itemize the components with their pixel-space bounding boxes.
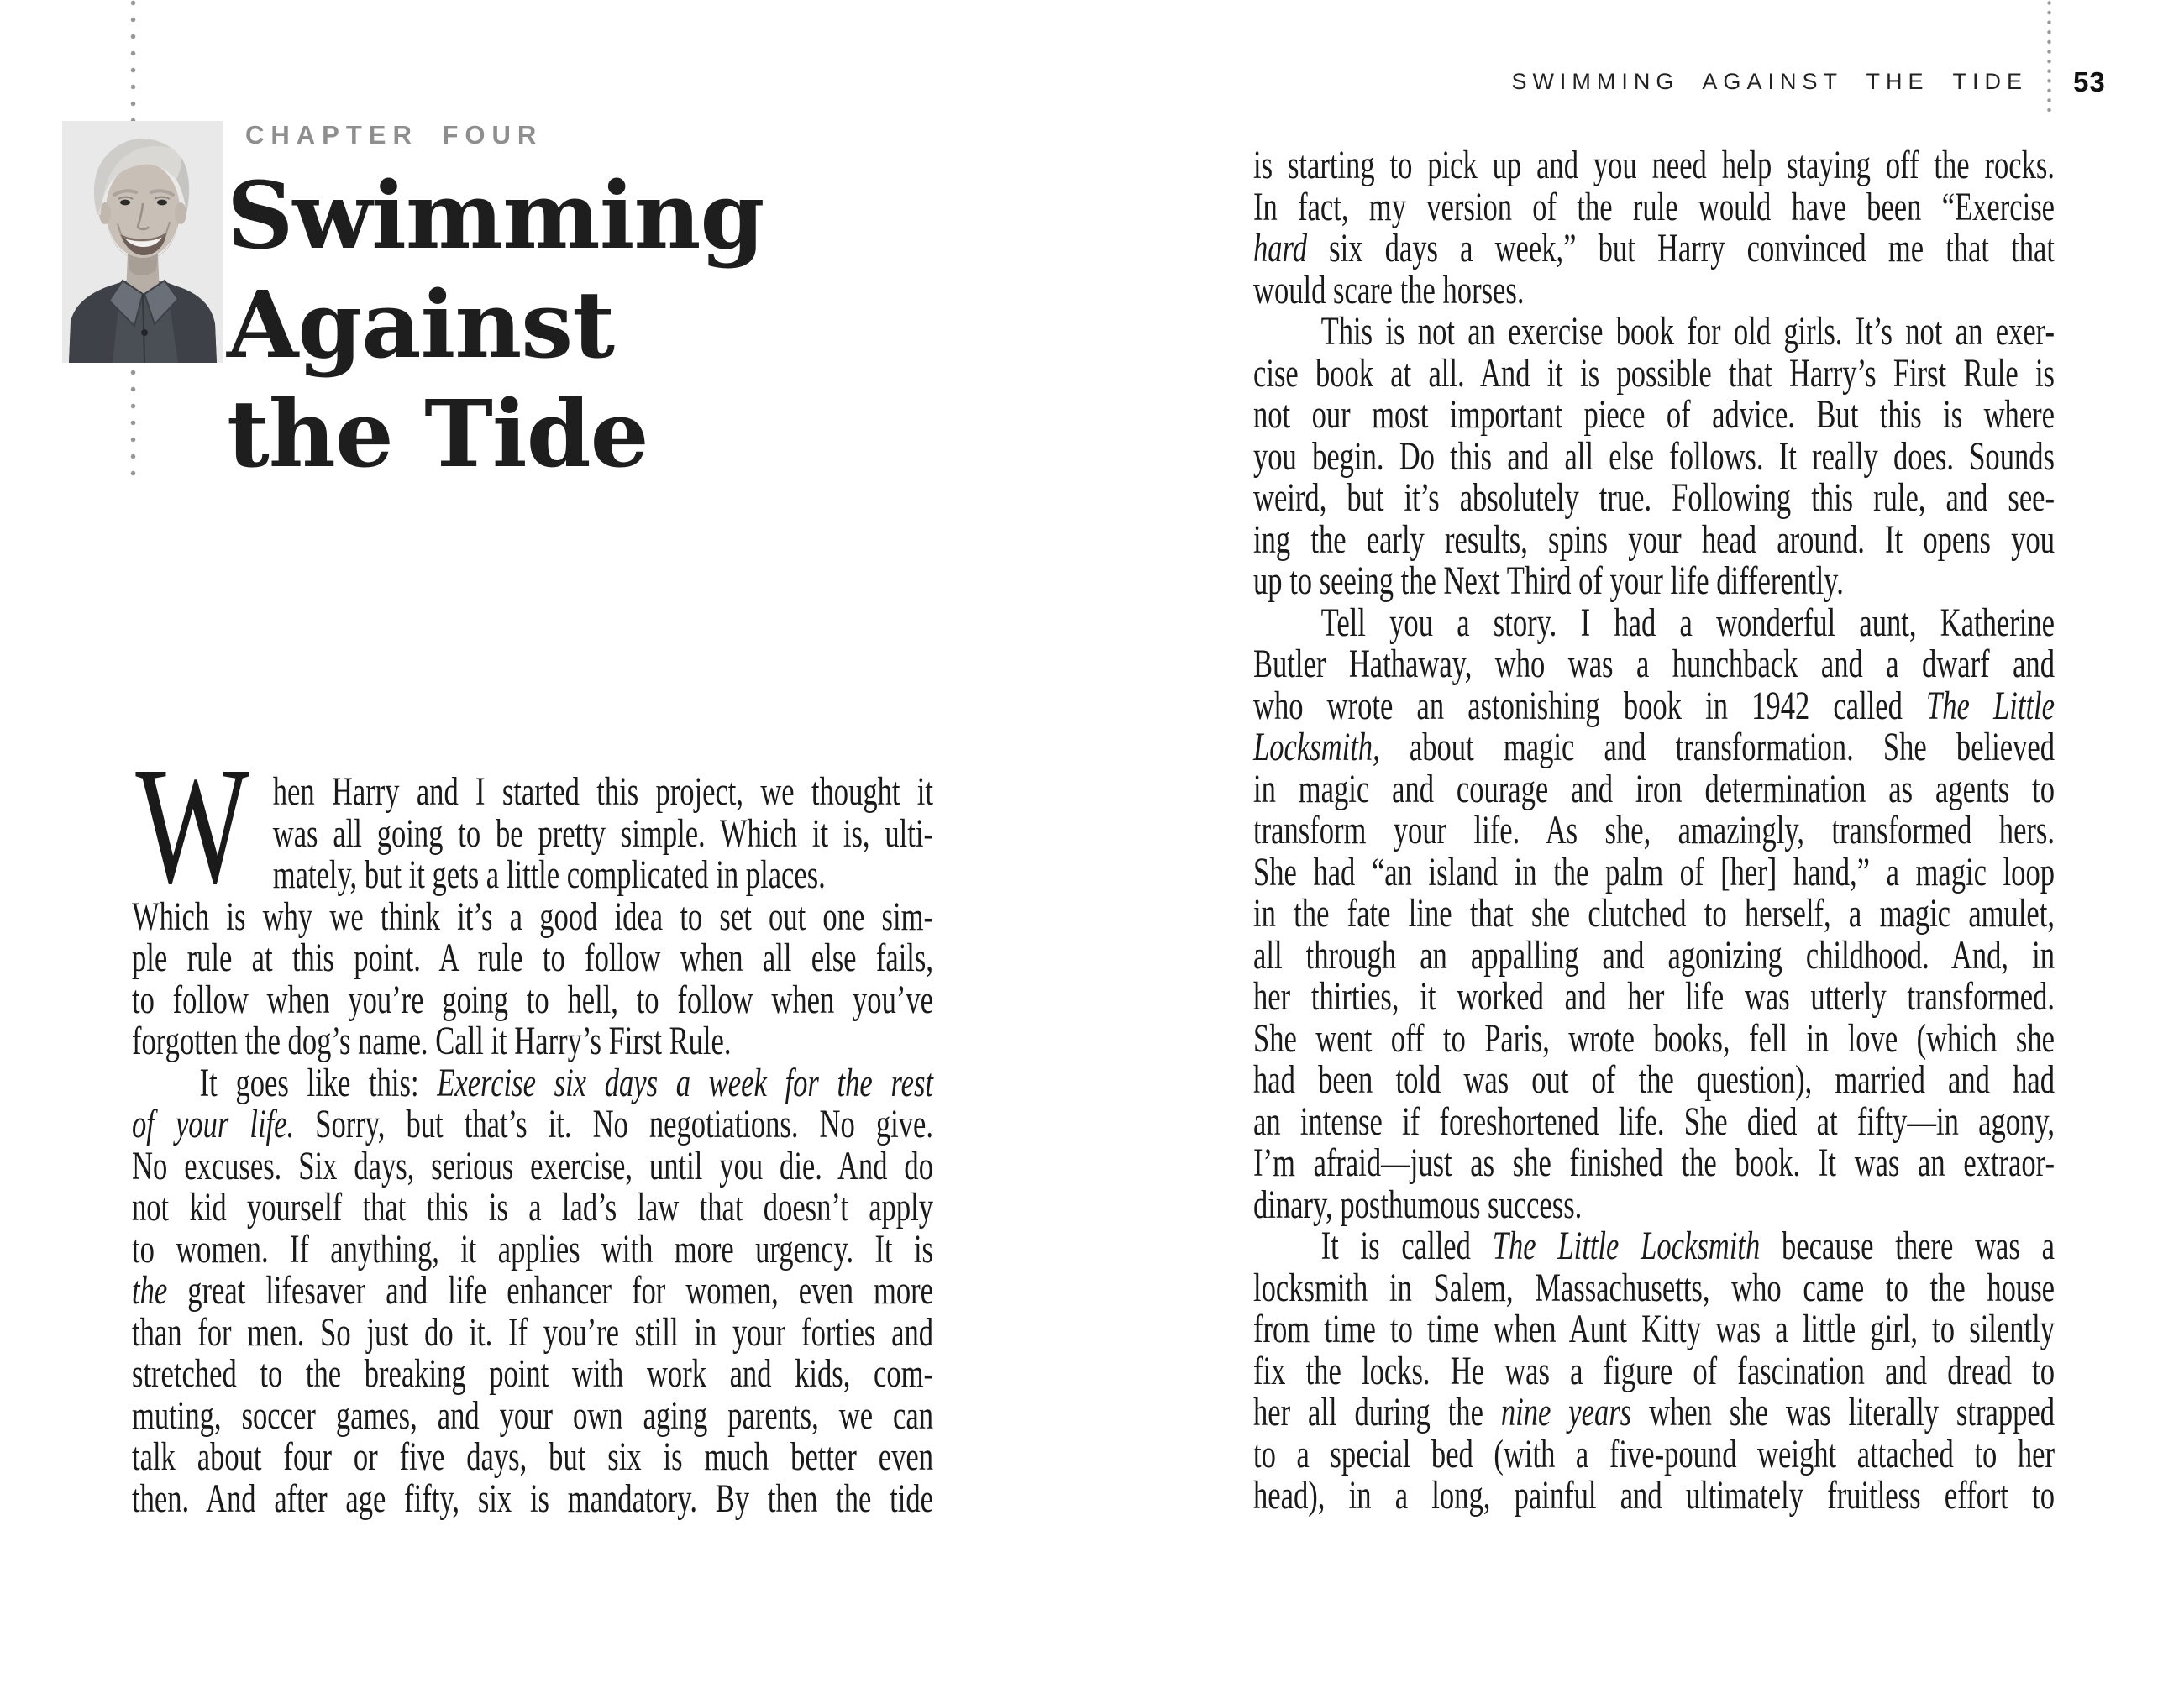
text-line: stretched to the breaking point with work and kids, com- bbox=[132, 1351, 933, 1396]
author-portrait-illustration bbox=[62, 121, 223, 363]
text-line: head), in a long, painful and ultimately fruitless effort to bbox=[1253, 1473, 2055, 1518]
text-line: hard six days a week,” but Harry convinced me that that bbox=[1253, 226, 2055, 270]
text-line: No excuses. Six days, serious exercise, until you die. And do bbox=[132, 1143, 933, 1188]
text-line: of your life. Sorry, but that’s it. No negotiations. No give. bbox=[132, 1102, 934, 1146]
text-line: Which is why we think it’s a good idea to set out one sim- bbox=[132, 894, 933, 939]
text-line: not kid yourself that this is a lad’s law that doesn’t apply bbox=[132, 1185, 933, 1230]
text-line: ple rule at this point. A rule to follow when all else fails, bbox=[132, 936, 933, 980]
text-line: transform your life. As she, amazingly, transformed hers. bbox=[1253, 808, 2055, 852]
text-line: had been told was out of the question), married and had bbox=[1253, 1057, 2055, 1102]
text-line: dinary, posthumous success. bbox=[1253, 1182, 1583, 1227]
drop-cap: W bbox=[135, 733, 250, 919]
text-line: to follow when you’re going to hell, to follow when you’ve bbox=[132, 977, 933, 1022]
text-line: in the fate line that she clutched to herself, a magic amulet, bbox=[1253, 891, 2055, 936]
text-line: not our most important piece of advice. But this is where bbox=[1253, 392, 2055, 437]
text-line: all through an appalling and agonizing childhood. And, in bbox=[1253, 932, 2055, 978]
text-line: ing the early results, spins your head around. It opens you bbox=[1253, 516, 2055, 562]
text-line: to a special bed (with a five-pound weight attached to her bbox=[1253, 1431, 2055, 1476]
text-line: mately, but it gets a little complicated in places. bbox=[272, 852, 826, 897]
text-line: locksmith in Salem, Massachusetts, who came to the house bbox=[1253, 1265, 2055, 1310]
right-body-column bbox=[1253, 144, 2055, 1517]
text-line: In fact, my version of the rule would have been “Exercise bbox=[1253, 184, 2055, 229]
text-line: her all during the nine years when she was literally strapped bbox=[1253, 1390, 2055, 1434]
text-line: This is not an exercise book for old girls. It’s not an exer- bbox=[1320, 309, 2055, 354]
chapter-title-line: Against bbox=[227, 270, 615, 379]
text-line: talk about four or five days, but six is much better even bbox=[132, 1434, 933, 1479]
text-line: It is called The Little Locksmith because there was a bbox=[1320, 1224, 2055, 1268]
text-line: She went off to Paris, wrote books, fell in love (which she bbox=[1253, 1015, 2055, 1061]
text-line: She had “an island in the palm of [her] hand,” a magic loop bbox=[1253, 849, 2055, 894]
text-line: the great lifesaver and life enhancer for women, even more bbox=[132, 1268, 933, 1313]
text-line: Butler Hathaway, who was a hunchback and a dwarf and bbox=[1253, 642, 2055, 686]
text-line: who wrote an astonishing book in 1942 called The Little bbox=[1253, 683, 2055, 728]
chapter-title-line: the Tide bbox=[227, 380, 648, 488]
text-line: from time to time when Aunt Kitty was a little girl, to silently bbox=[1253, 1307, 2055, 1351]
page-number: 53 bbox=[2073, 66, 2106, 97]
text-line: weird, but it’s absolutely true. Following this rule, and see- bbox=[1253, 475, 2055, 520]
text-line: cise book at all. And it is possible that Harry’s First Rule is bbox=[1253, 350, 2055, 396]
text-line: then. And after age fifty, six is mandatory. By then the tide bbox=[132, 1476, 933, 1521]
text-line: in magic and courage and iron determination as agents to bbox=[1253, 766, 2055, 811]
text-line: muting, soccer games, and your own aging parents, we can bbox=[132, 1392, 933, 1438]
text-line: Locksmith, about magic and transformation. She believed bbox=[1253, 725, 2055, 769]
text-line: would scare the horses. bbox=[1253, 267, 1525, 312]
chapter-kicker: CHAPTER FOUR bbox=[245, 120, 543, 149]
text-line: up to seeing the Next Third of your life differently. bbox=[1253, 558, 1844, 603]
chapter-title-line: Swimming bbox=[227, 161, 764, 270]
text-line: her thirties, it worked and her life was utterly transformed. bbox=[1253, 974, 2055, 1019]
text-line: an intense if foreshortened life. She died at fifty—in agony, bbox=[1253, 1098, 2055, 1144]
text-line: was all going to be pretty simple. Which it is, ulti- bbox=[272, 810, 933, 856]
running-header: SWIMMING AGAINST THE TIDE bbox=[1511, 69, 2028, 94]
author-photo bbox=[62, 121, 223, 363]
chapter-title bbox=[227, 161, 983, 489]
text-line: to women. If anything, it applies with more urgency. It is bbox=[132, 1226, 933, 1271]
left-body-column bbox=[132, 733, 934, 1521]
text-line: is starting to pick up and you need help staying off the rocks. bbox=[1253, 143, 2055, 187]
text-line: you begin. Do this and all else follows. It really does. Sounds bbox=[1253, 433, 2055, 479]
text-line: It goes like this: Exercise six days a week for the rest bbox=[199, 1060, 934, 1105]
text-line: fix the locks. He was a figure of fascination and dread to bbox=[1253, 1348, 2055, 1393]
right-dotted-rule bbox=[2046, 0, 2052, 112]
text-line: than for men. So just do it. If you’re still in your forties and bbox=[132, 1309, 933, 1355]
text-line: hen Harry and I started this project, we thought it bbox=[272, 769, 933, 814]
text-line: forgotten the dog’s name. Call it Harry’s First Rule. bbox=[132, 1019, 732, 1063]
text-line: I’m afraid—just as she finished the book. It was an extraor- bbox=[1253, 1140, 2055, 1185]
text-line: Tell you a story. I had a wonderful aunt, Katherine bbox=[1320, 600, 2055, 645]
